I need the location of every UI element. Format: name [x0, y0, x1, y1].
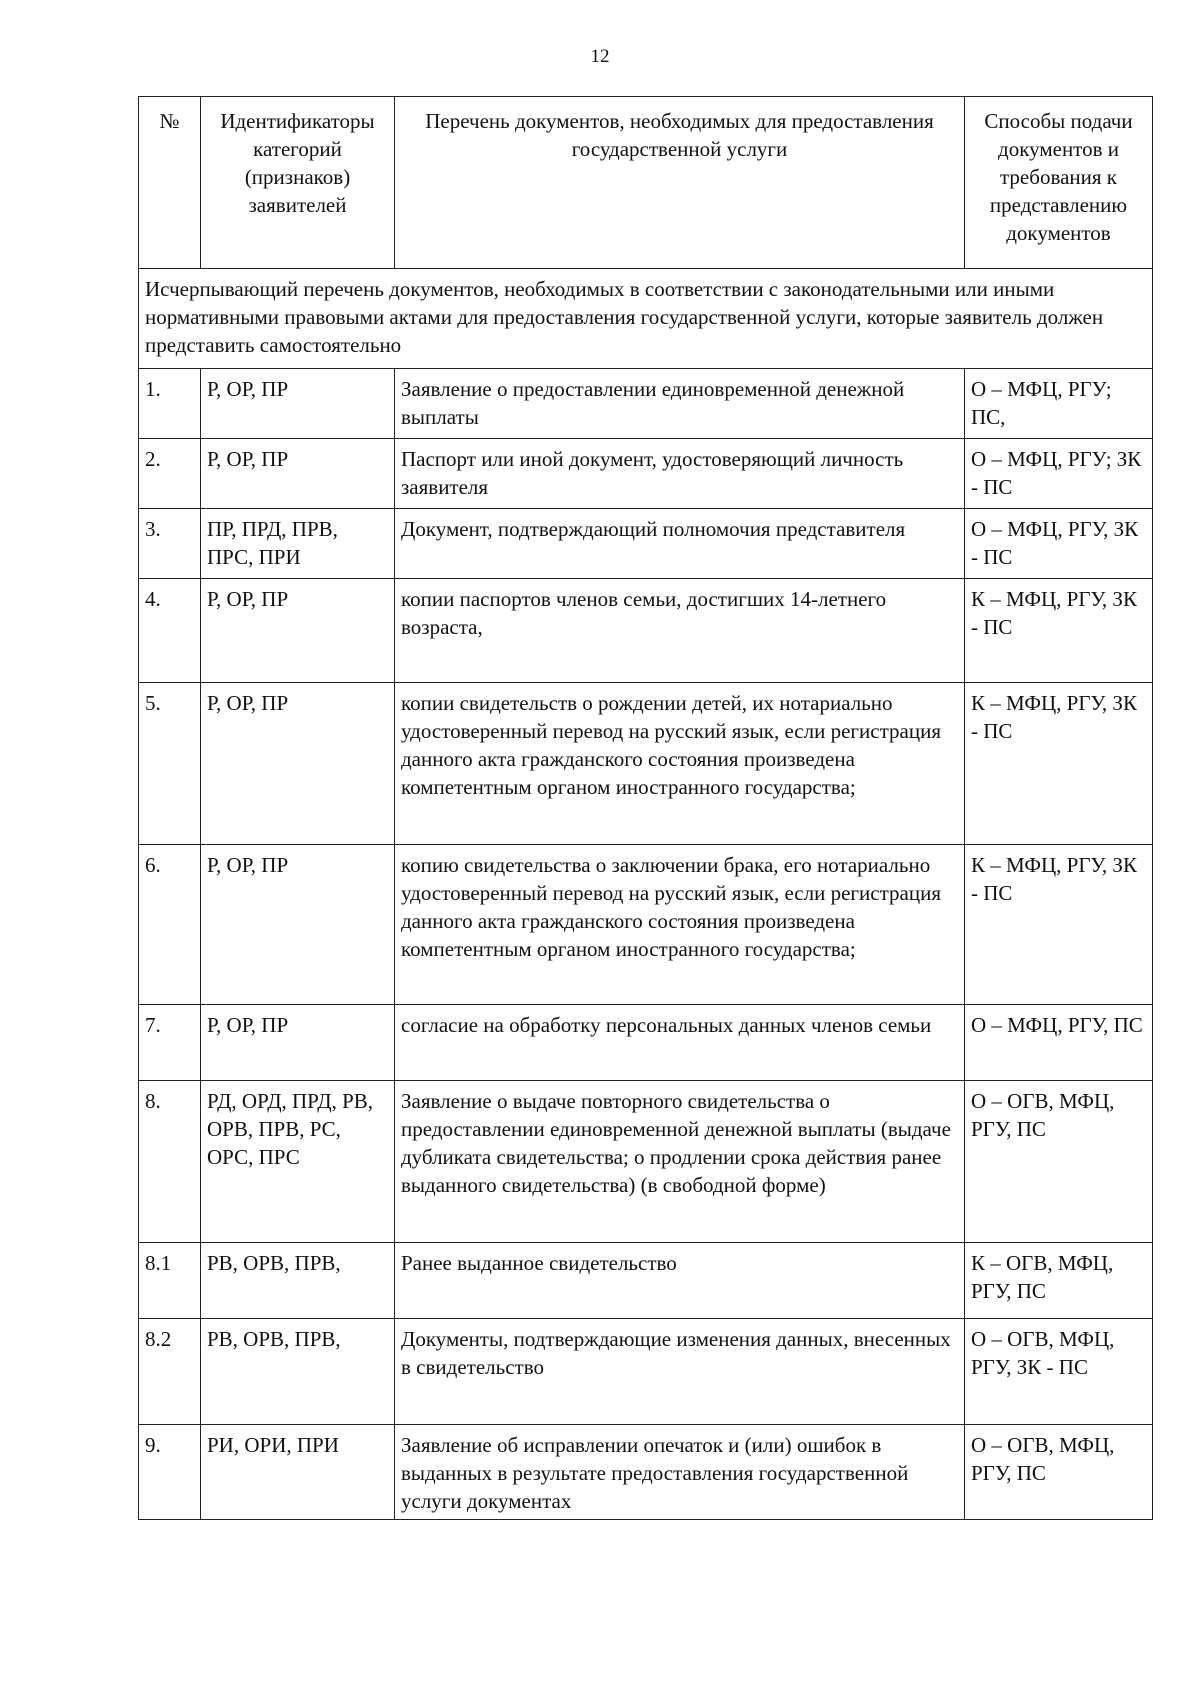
section-title: Исчерпывающий перечень документов, необходимых в соответствии с законодательными или иными нормативными правовыми актами для предоставления государственной услуги, которые заявитель должен представить самостоятельно [139, 269, 1153, 369]
row-methods: К – МФЦ, РГУ, ЗК - ПС [965, 683, 1153, 845]
row-methods: К – ОГВ, МФЦ, РГУ, ПС [965, 1243, 1153, 1319]
documents-table [138, 96, 1153, 1520]
header-documents: Перечень документов, необходимых для предоставления государственной услуги [395, 97, 965, 269]
header-num: № [139, 97, 201, 269]
row-methods: К – МФЦ, РГУ, ЗК - ПС [965, 845, 1153, 1005]
row-num: 7. [139, 1005, 201, 1081]
row-categories: РИ, ОРИ, ПРИ [201, 1425, 395, 1520]
row-document: Заявление о предоставлении единовременной денежной выплаты [395, 369, 965, 439]
table-row [139, 1243, 1153, 1319]
table-row [139, 509, 1153, 579]
row-categories: Р, ОР, ПР [201, 439, 395, 509]
table-row [139, 683, 1153, 845]
row-categories: Р, ОР, ПР [201, 683, 395, 845]
row-categories: РВ, ОРВ, ПРВ, [201, 1319, 395, 1425]
row-document: Заявление о выдаче повторного свидетельства о предоставлении единовременной денежной выплаты (выдаче дубликата свидетельства; о продлении срока действия ранее выданного свидетельства) (в свободной форме) [395, 1081, 965, 1243]
row-methods: О – МФЦ, РГУ; ЗК - ПС [965, 439, 1153, 509]
row-document: Документ, подтверждающий полномочия представителя [395, 509, 965, 579]
row-categories: Р, ОР, ПР [201, 369, 395, 439]
header-categories: Идентификаторы категорий (признаков) заявителей [201, 97, 395, 269]
row-categories: Р, ОР, ПР [201, 579, 395, 683]
row-num: 9. [139, 1425, 201, 1520]
row-num: 5. [139, 683, 201, 845]
row-num: 8. [139, 1081, 201, 1243]
row-num: 6. [139, 845, 201, 1005]
row-num: 1. [139, 369, 201, 439]
row-document: копии паспортов членов семьи, достигших 14-летнего возраста, [395, 579, 965, 683]
row-document: Документы, подтверждающие изменения данных, внесенных в свидетельство [395, 1319, 965, 1425]
row-document: копию свидетельства о заключении брака, его нотариально удостоверенный перевод на русский язык, если регистрация данного акта гражданского состояния произведена компетентным органом иностранного государства; [395, 845, 965, 1005]
row-num: 4. [139, 579, 201, 683]
table-row [139, 1005, 1153, 1081]
row-categories: Р, ОР, ПР [201, 845, 395, 1005]
row-num: 8.2 [139, 1319, 201, 1425]
table-row [139, 1319, 1153, 1425]
table-header-row [139, 97, 1153, 269]
row-num: 3. [139, 509, 201, 579]
page-number: 12 [590, 46, 610, 67]
table-row [139, 579, 1153, 683]
row-document: Паспорт или иной документ, удостоверяющий личность заявителя [395, 439, 965, 509]
section-row [139, 269, 1153, 369]
table-row [139, 439, 1153, 509]
table-row [139, 845, 1153, 1005]
row-methods: О – ОГВ, МФЦ, РГУ, ЗК - ПС [965, 1319, 1153, 1425]
row-document: копии свидетельств о рождении детей, их нотариально удостоверенный перевод на русский язык, если регистрация данного акта гражданского состояния произведена компетентным органом иностранного государства; [395, 683, 965, 845]
row-num: 2. [139, 439, 201, 509]
header-methods: Способы подачи документов и требования к представлению документов [965, 97, 1153, 269]
row-document: Заявление об исправлении опечаток и (или) ошибок в выданных в результате предоставления государственной услуги документах [395, 1425, 965, 1520]
row-categories: РВ, ОРВ, ПРВ, [201, 1243, 395, 1319]
row-methods: О – ОГВ, МФЦ, РГУ, ПС [965, 1425, 1153, 1520]
table-row [139, 1425, 1153, 1520]
row-categories: РД, ОРД, ПРД, РВ, ОРВ, ПРВ, РС, ОРС, ПРС [201, 1081, 395, 1243]
table-row [139, 1081, 1153, 1243]
row-methods: О – МФЦ, РГУ, ЗК - ПС [965, 509, 1153, 579]
row-methods: О – МФЦ, РГУ, ПС [965, 1005, 1153, 1081]
table-row [139, 369, 1153, 439]
row-methods: К – МФЦ, РГУ, ЗК - ПС [965, 579, 1153, 683]
row-methods: О – ОГВ, МФЦ, РГУ, ПС [965, 1081, 1153, 1243]
row-methods: О – МФЦ, РГУ; ПС, [965, 369, 1153, 439]
row-document: Ранее выданное свидетельство [395, 1243, 965, 1319]
row-num: 8.1 [139, 1243, 201, 1319]
row-document: согласие на обработку персональных данных членов семьи [395, 1005, 965, 1081]
row-categories: Р, ОР, ПР [201, 1005, 395, 1081]
row-categories: ПР, ПРД, ПРВ, ПРС, ПРИ [201, 509, 395, 579]
